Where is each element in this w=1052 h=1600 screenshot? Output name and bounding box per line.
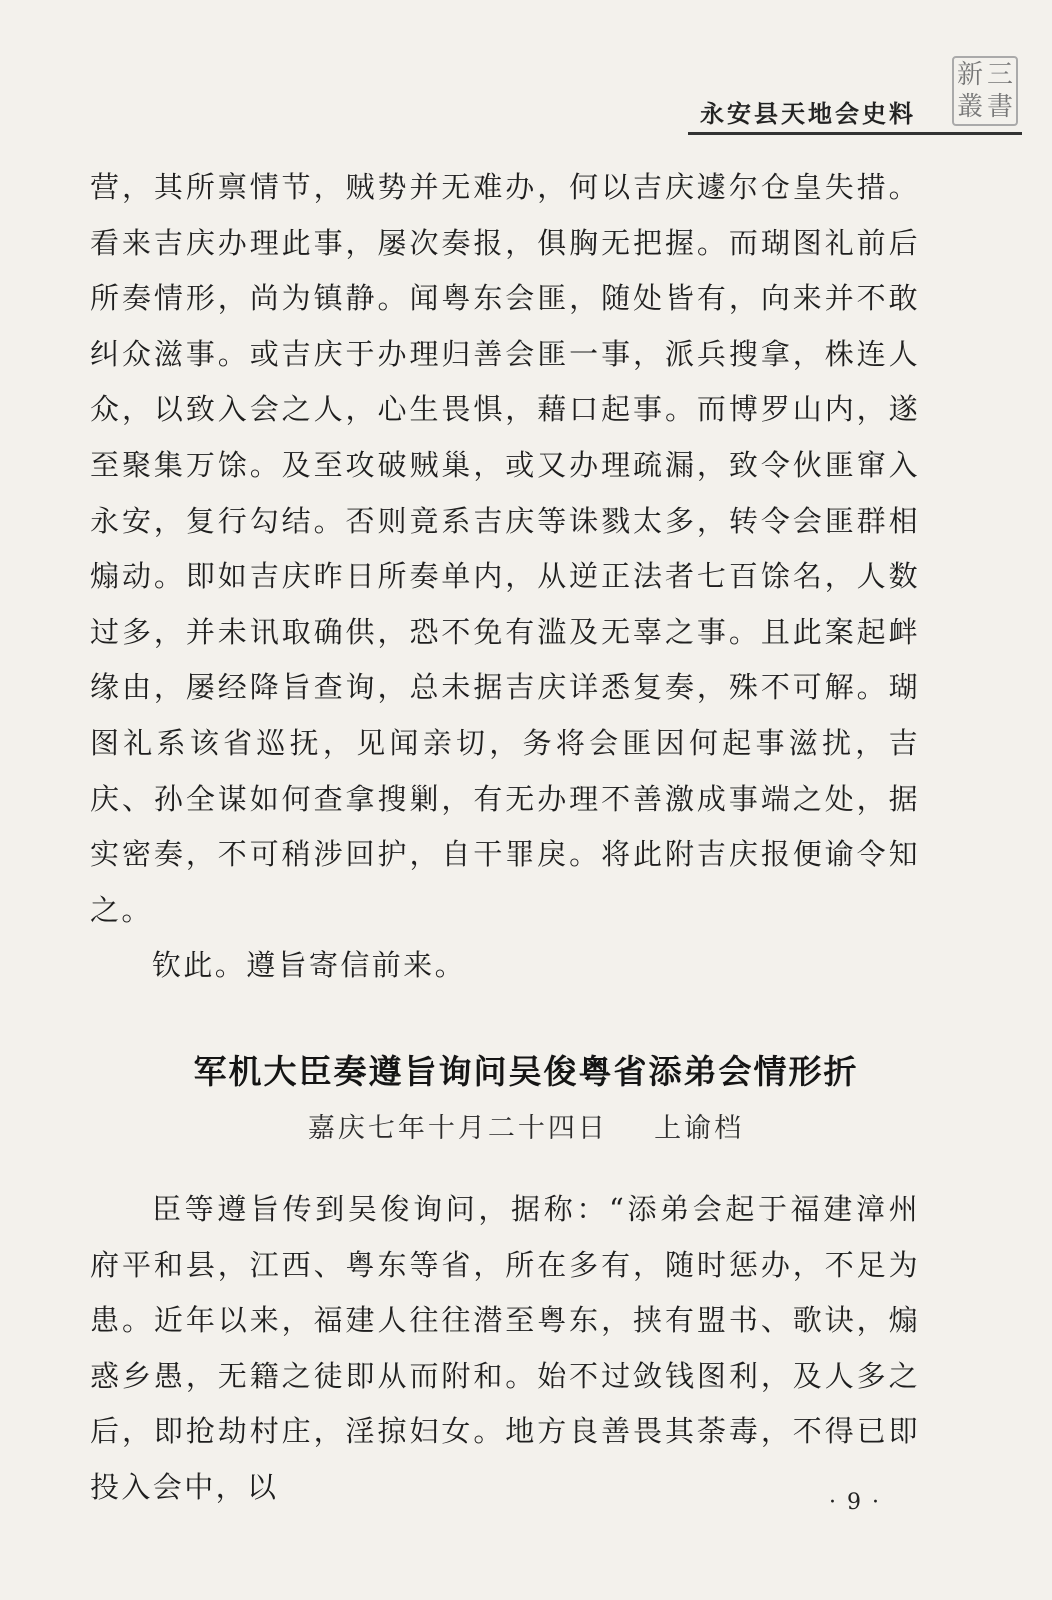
seal-char: 叢 [956,92,983,122]
section-date: 嘉庆七年十月二十四日 [307,1113,608,1144]
section-meta [0,1106,1052,1145]
seal-char: 新 [956,60,983,90]
header-rule [688,132,1022,135]
seal-char: 三 [986,60,1013,90]
seal-stamp-icon [952,56,1018,126]
running-header-title: 永安县天地会史料 [700,100,916,128]
section-body-text [90,1182,920,1516]
top-body-text [90,160,920,994]
body-paragraph: 营，其所禀情节，贼势并无难办，何以吉庆遽尔仓皇失措。看来吉庆办理此事，屡次奏报，俱胸无把握。而瑚图礼前后所奏情形，尚为镇静。闻粤东会匪，随处皆有，向来并不敢纠众滋事。或吉庆于办理归善会匪一事，派兵搜拿，株连人众，以致入会之人，心生畏惧，藉口起事。而博罗山内，遂至聚集万馀。及至攻破贼巢，或又办理疏漏，致令伙匪窜入永安，复行勾结。否则竟系吉庆等诛戮太多，转令会匪群相煽动。即如吉庆昨日所奏单内，从逆正法者七百馀名，人数过多，并未讯取确供，恐不免有滥及无辜之事。且此案起衅缘由，屡经降旨查询，总未据吉庆详悉复奏，殊不可解。瑚图礼系该省巡抚，见闻亲切，务将会匪因何起事滋扰，吉庆、孙全谋如何查拿搜剿，有无办理不善激成事端之处，据实密奏，不可稍涉回护，自干罪戾。将此附吉庆报便谕令知之。 [90,170,920,927]
seal-char: 書 [986,92,1013,122]
body-paragraph: 臣等遵旨传到吴俊询问，据称：“添弟会起于福建漳州府平和县，江西、粤东等省，所在多有，随时惩办，不足为患。近年以来，福建人往往潜至粤东，挟有盟书、歌诀，煽惑乡愚，无籍之徒即从而附和。始不过敛钱图利，及人多之后，即抢劫村庄，淫掠妇女。地方良善畏其荼毒，不得已即投入会中，以 [90,1192,920,1504]
page-number: · 9 · [829,1490,881,1515]
body-paragraph: 钦此。遵旨寄信前来。 [152,948,467,983]
section-source: 上谕档 [654,1113,745,1144]
section-title: 军机大臣奏遵旨询问吴俊粤省添弟会情形折 [193,1052,859,1091]
